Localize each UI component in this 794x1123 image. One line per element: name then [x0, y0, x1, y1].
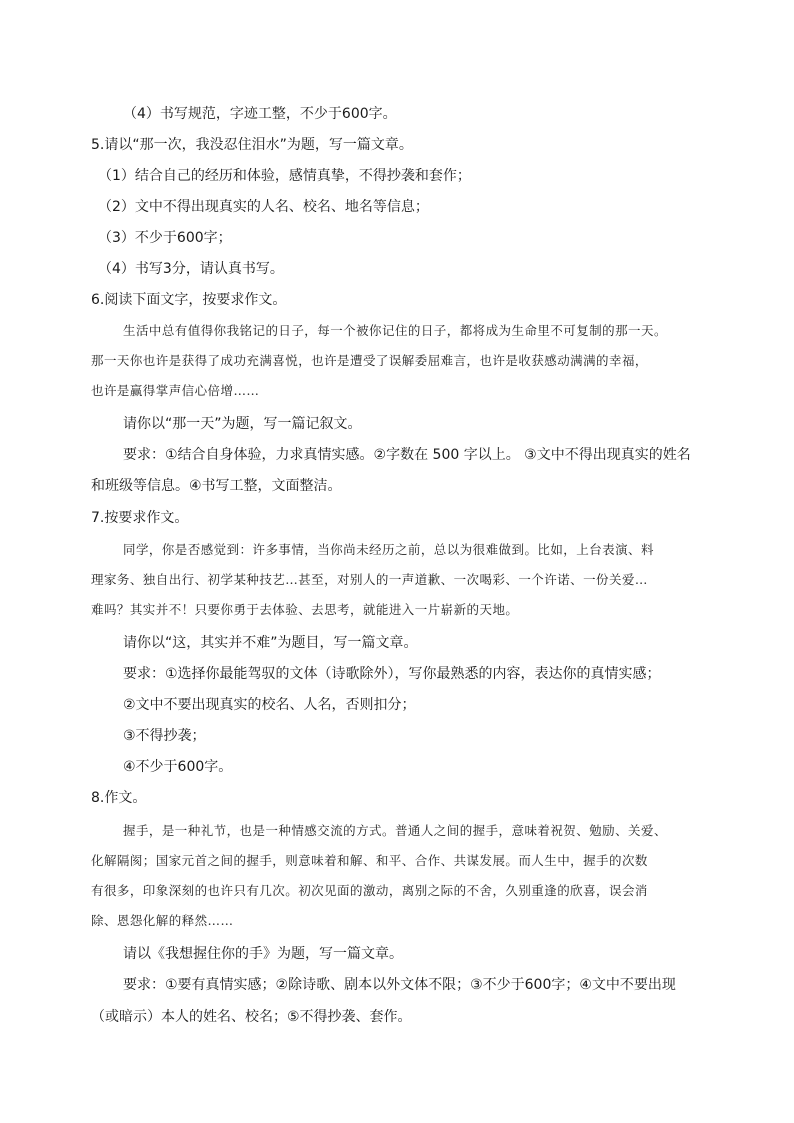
q4-requirement-4: （4）书写规范，字迹工整，不少于600字。: [123, 106, 397, 122]
q7-quote-line: 同学，你是否感觉到：许多事情，当你尚未经历之前，总以为很难做到。比如，上台表演、料: [123, 542, 654, 557]
q5-requirement-4: （4）书写3分，请认真书写。: [98, 261, 284, 277]
q8-requirements: 要求：①要有真情实感；②除诗歌、剧本以外文体不限；③不少于600字；④文中不要出现: [123, 977, 676, 993]
q8-quote-line: 有很多，印象深刻的也许只有几次。初次见面的激动，离别之际的不舍，久别重逢的欣喜，误会消: [91, 883, 648, 898]
q5-requirement-1: （1）结合自己的经历和体验，感情真挚，不得抄袭和套作；: [98, 168, 471, 184]
q7-title: 7.按要求作文。: [91, 510, 189, 526]
q7-requirement-3: ③不得抄袭；: [123, 728, 206, 744]
q7-quote-line: 理家务、独自出行、初学某种技艺…甚至，对别人的一声道歉、一次喝彩、一个许诺、一份关爱…: [91, 572, 648, 587]
q6-requirements: 和班级等信息。④书写工整，文面整洁。: [91, 478, 342, 494]
q7-requirement-4: ④不少于600字。: [123, 759, 233, 775]
q5-requirement-2: （2）文中不得出现真实的人名、校名、地名等信息；: [98, 199, 429, 215]
q7-quote-line: 难吗？其实并不！只要你勇于去体验、去思考，就能进入一片崭新的天地。: [91, 602, 519, 617]
q6-title: 6.阅读下面文字，按要求作文。: [91, 292, 287, 308]
q6-quote-line: 生活中总有值得你我铭记的日子，每一个被你记住的日子，都将成为生命里不可复制的那一天。: [123, 323, 667, 338]
q8-quote-line: 除、恩怨化解的释然……: [91, 913, 234, 928]
q6-prompt: 请你以“那一天”为题，写一篇记叙文。: [123, 416, 362, 432]
q8-quote-line: 握手，是一种礼节，也是一种情感交流的方式。普通人之间的握手，意味着祝贺、勉励、关爱、: [123, 823, 667, 838]
q8-prompt: 请以《我想握住你的手》为题，写一篇文章。: [123, 946, 403, 962]
q5-requirement-3: （3）不少于600字；: [98, 230, 232, 246]
q8-requirements: （或暗示）本人的姓名、校名；⑤不得抄袭、套作。: [91, 1009, 412, 1025]
q7-requirement-1: 要求：①选择你最能驾驭的文体（诗歌除外），写你最熟悉的内容，表达你的真情实感；: [123, 666, 661, 682]
q5-title: 5.请以“那一次，我没忍住泪水”为题，写一篇文章。: [91, 137, 413, 153]
q6-requirements: 要求：①结合自身体验，力求真情实感。②字数在 500 字以上。 ③文中不得出现真实的姓名: [123, 447, 691, 463]
q7-requirement-2: ②文中不要出现真实的校名、人名，否则扣分；: [123, 697, 416, 713]
q8-quote-line: 化解隔阂；国家元首之间的握手，则意味着和解、和平、合作、共谋发展。而人生中，握手的次数: [91, 853, 648, 868]
q6-quote-line: 那一天你也许是获得了成功充满喜悦，也许是遭受了误解委屈难言，也许是收获感动满满的幸福，: [91, 353, 648, 368]
q8-title: 8.作文。: [91, 790, 147, 806]
q6-quote-line: 也许是赢得掌声信心倍增……: [91, 383, 260, 398]
q7-prompt: 请你以“这，其实并不难”为题目，写一篇文章。: [123, 635, 418, 651]
